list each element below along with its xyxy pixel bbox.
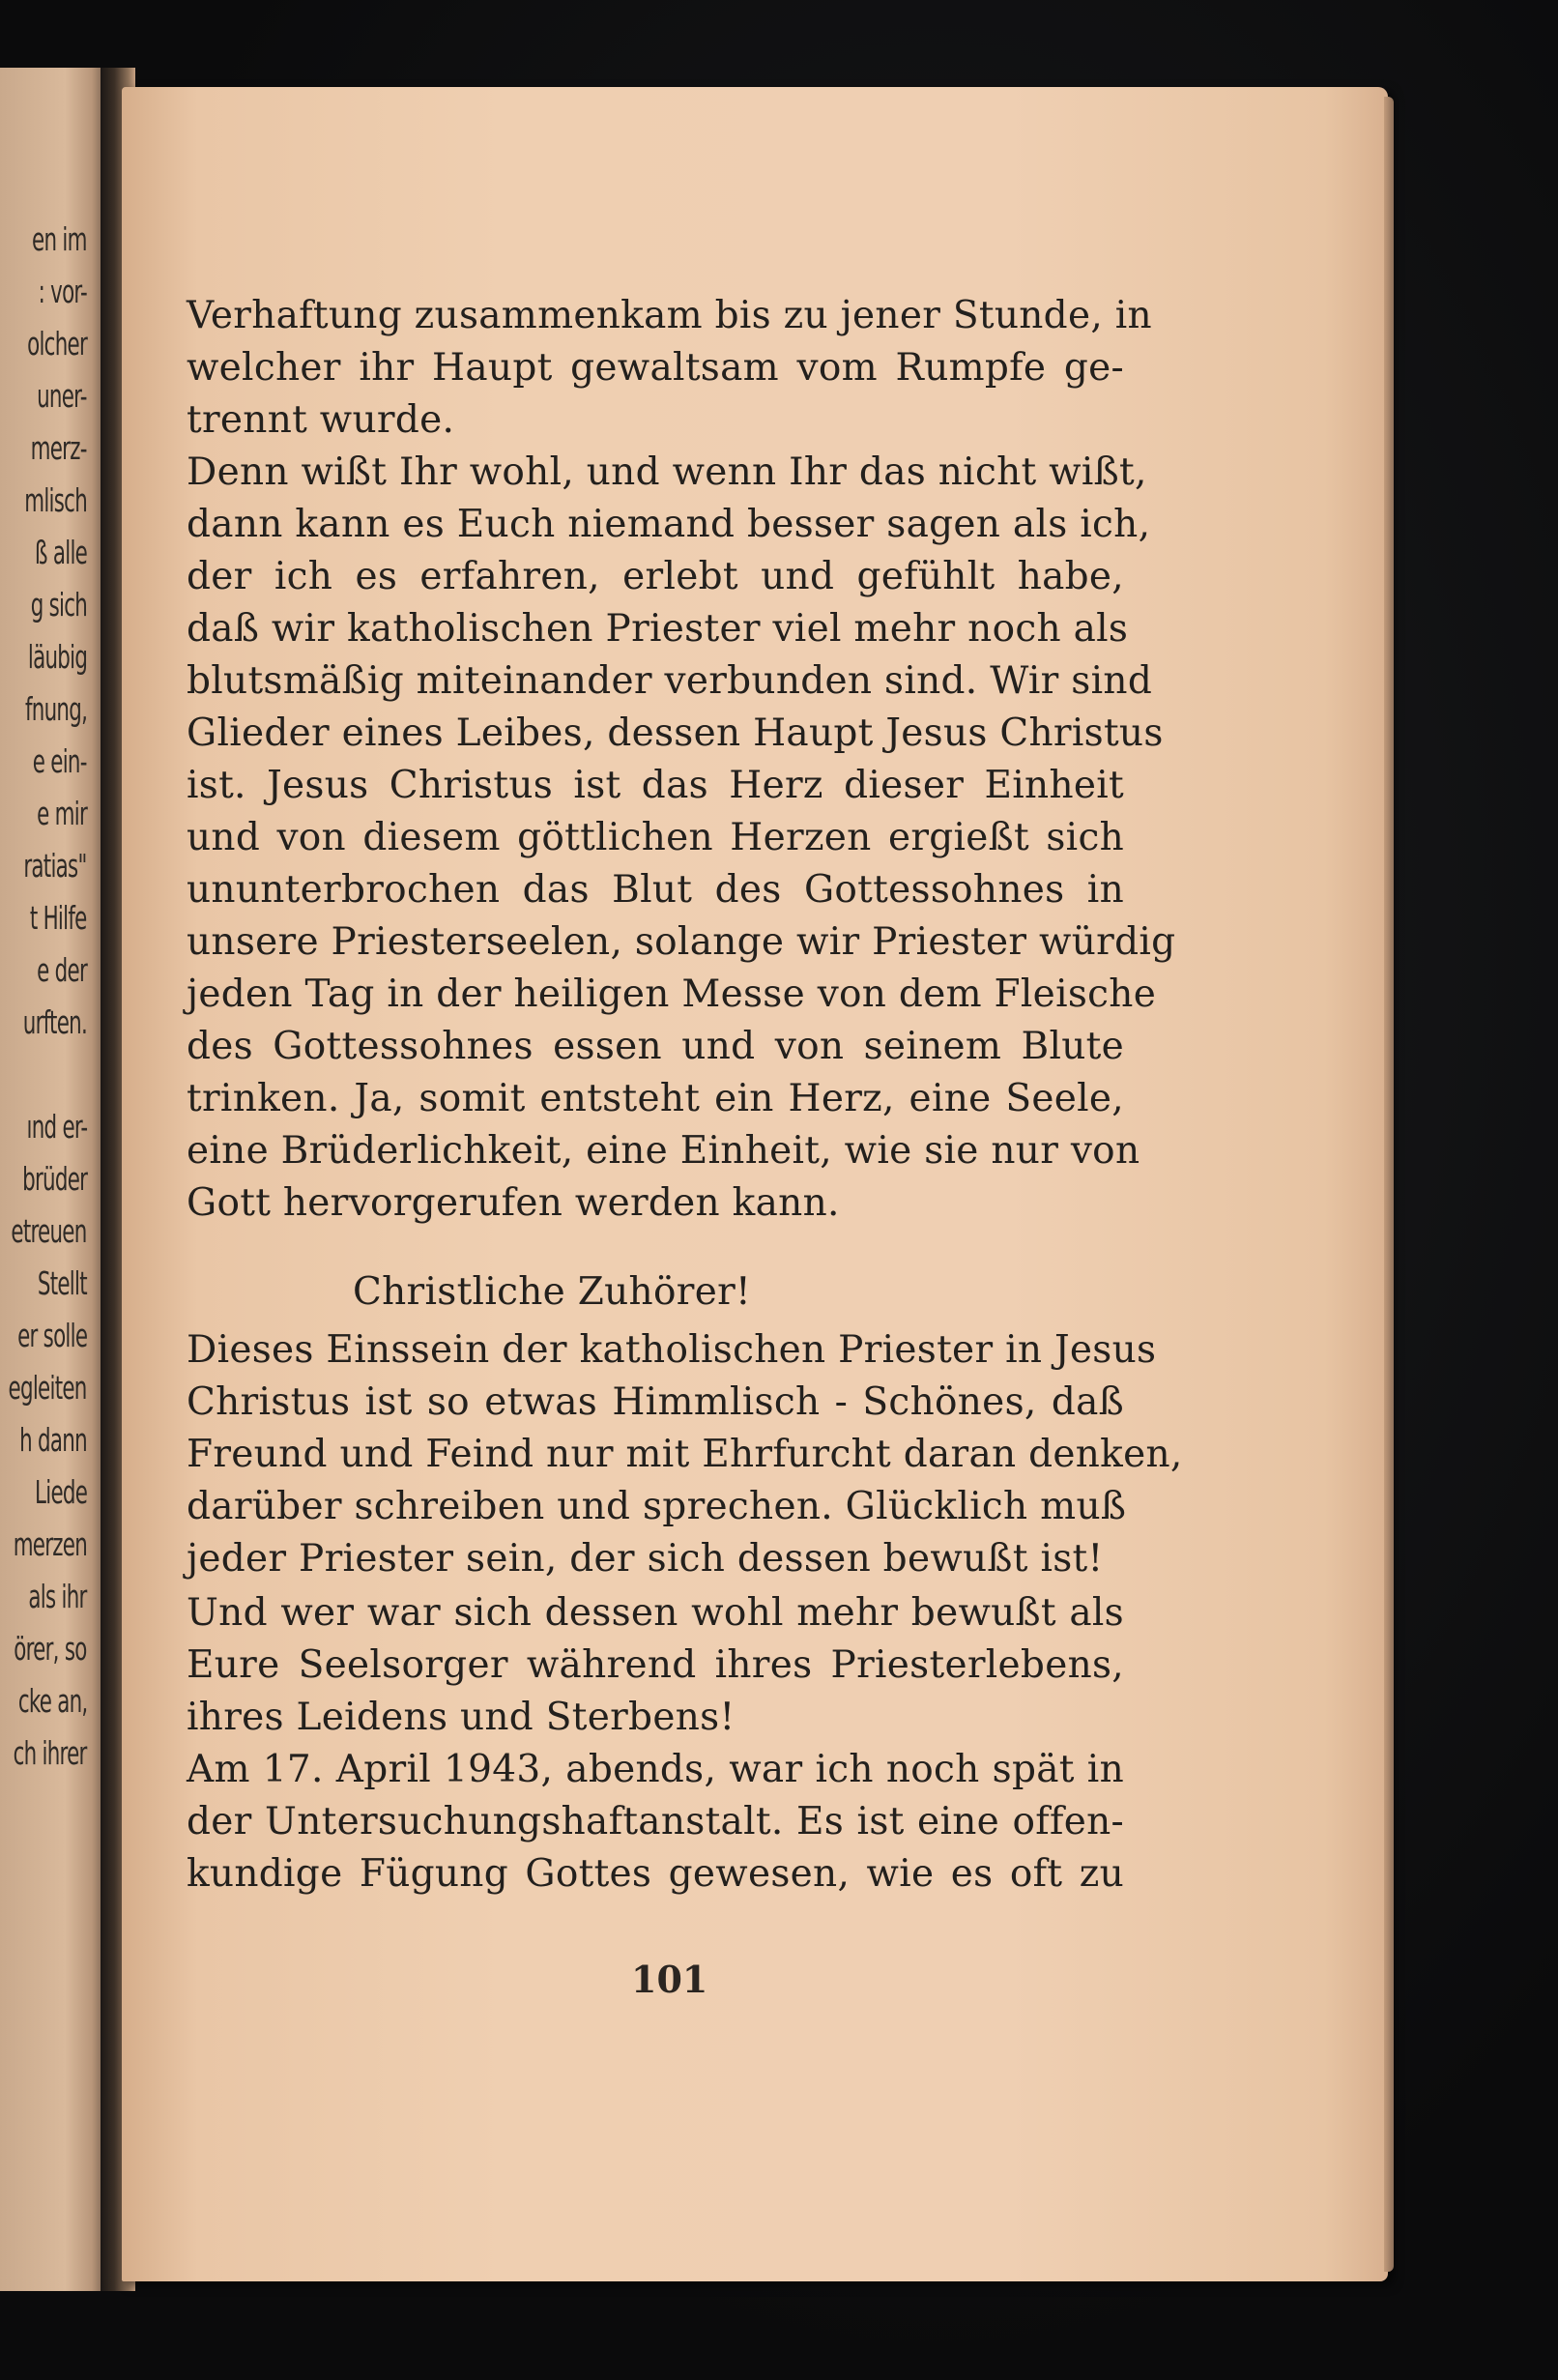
left-page-text-fragment: uner- bbox=[37, 377, 87, 415]
left-page-text-fragment: örer, so bbox=[14, 1630, 87, 1668]
left-page-text-fragment: ß alle bbox=[34, 534, 87, 571]
text-line: ihres Leidens und Sterbens! bbox=[187, 1696, 736, 1739]
left-page-text-fragment: ch ihrer bbox=[13, 1734, 87, 1772]
text-line: Glieder eines Leibes, dessen Haupt Jesus Christus bbox=[187, 711, 1164, 755]
text-line: Freund und Feind nur mit Ehrfurcht daran denken, bbox=[187, 1433, 1183, 1476]
page-number: 101 bbox=[631, 1958, 708, 2001]
left-page-text-fragment: fnung, bbox=[24, 690, 87, 728]
left-page-text-fragment: h dann bbox=[19, 1421, 87, 1459]
text-line: jeder Priester sein, der sich dessen bewußt ist! bbox=[187, 1537, 1104, 1581]
left-page-text-fragment: t Hilfe bbox=[30, 899, 87, 937]
section-heading: Christliche Zuhörer! bbox=[353, 1270, 751, 1314]
text-line: Dieses Einssein der katholischen Priester in Jesus bbox=[187, 1328, 1157, 1372]
text-line: daß wir katholischen Priester viel mehr noch als bbox=[187, 607, 1129, 651]
text-line: Denn wißt Ihr wohl, und wenn Ihr das nicht wißt, bbox=[187, 450, 1147, 494]
left-page-text-fragment: cke an, bbox=[17, 1682, 87, 1720]
left-page-text-fragment: mlisch bbox=[24, 481, 87, 519]
text-line: Christus ist so etwas Himmlisch - Schönes, daß bbox=[187, 1380, 1124, 1424]
text-line: blutsmäßig miteinander verbunden sind. Wir sind bbox=[187, 659, 1153, 703]
text-line: der Untersuchungshaftanstalt. Es ist eine offen- bbox=[187, 1800, 1124, 1843]
text-line: der ich es erfahren, erlebt und gefühlt habe, bbox=[187, 555, 1124, 598]
text-line: trinken. Ja, somit entsteht ein Herz, eine Seele, bbox=[187, 1077, 1124, 1120]
text-line: ist. Jesus Christus ist das Herz dieser Einheit bbox=[187, 764, 1124, 807]
page-edge bbox=[1384, 97, 1394, 2272]
text-line: ununterbrochen das Blut des Gottessohnes in bbox=[187, 868, 1124, 912]
text-line: kundige Fügung Gottes gewesen, wie es oft zu bbox=[187, 1852, 1124, 1896]
left-page-text-fragment: Liede bbox=[34, 1473, 87, 1511]
text-line: welcher ihr Haupt gewaltsam vom Rumpfe ge- bbox=[187, 346, 1124, 390]
text-line: unsere Priesterseelen, solange wir Priester würdig bbox=[187, 920, 1176, 964]
text-line: des Gottessohnes essen und von seinem Blute bbox=[187, 1025, 1124, 1068]
left-page-text-fragment: als ihr bbox=[28, 1578, 87, 1615]
text-line: Eure Seelsorger während ihres Priesterlebens, bbox=[187, 1643, 1124, 1687]
left-page-text-fragment: e ein- bbox=[33, 742, 87, 780]
left-page-text-fragment: merzen bbox=[13, 1525, 87, 1563]
left-page-text-fragment: urften. bbox=[22, 1003, 87, 1041]
left-page-text-fragment: Stellt bbox=[37, 1264, 87, 1302]
left-page-text-fragment: er solle bbox=[16, 1317, 87, 1354]
text-line: darüber schreiben und sprechen. Glücklich muß bbox=[187, 1485, 1127, 1528]
text-line: und von diesem göttlichen Herzen ergießt sich bbox=[187, 816, 1124, 859]
text-line: jeden Tag in der heiligen Messe von dem Fleische bbox=[187, 972, 1157, 1016]
left-page-text-fragment: e mir bbox=[37, 795, 87, 832]
left-page-text-fragment: brüder bbox=[21, 1160, 87, 1198]
left-page-text-fragment: : vor- bbox=[38, 273, 87, 310]
left-page-text-fragment: en im bbox=[32, 220, 87, 258]
left-page-text-fragment: ınd er- bbox=[26, 1108, 87, 1146]
left-page-text-fragment: ratias" bbox=[23, 847, 87, 885]
left-page-text-fragment: g sich bbox=[30, 586, 87, 624]
left-page-text-fragment: etreuen bbox=[11, 1212, 87, 1250]
text-line: Und wer war sich dessen wohl mehr bewußt als bbox=[187, 1591, 1124, 1635]
text-line: Am 17. April 1943, abends, war ich noch spät in bbox=[187, 1748, 1124, 1791]
left-page-text-fragment: olcher bbox=[27, 325, 87, 363]
text-line: trennt wurde. bbox=[187, 398, 455, 442]
left-page-text-fragment: e der bbox=[37, 951, 87, 989]
left-page-text-fragment: läubig bbox=[27, 638, 87, 676]
left-page-text-fragment: merz- bbox=[30, 429, 87, 467]
left-page-text-fragment: egleiten bbox=[8, 1369, 87, 1407]
left-facing-page bbox=[0, 68, 108, 2291]
text-line: Gott hervorgerufen werden kann. bbox=[187, 1181, 840, 1225]
text-line: Verhaftung zusammenkam bis zu jener Stunde, in bbox=[187, 294, 1152, 337]
text-line: eine Brüderlichkeit, eine Einheit, wie sie nur von bbox=[187, 1129, 1140, 1173]
text-line: dann kann es Euch niemand besser sagen als ich, bbox=[187, 503, 1151, 546]
